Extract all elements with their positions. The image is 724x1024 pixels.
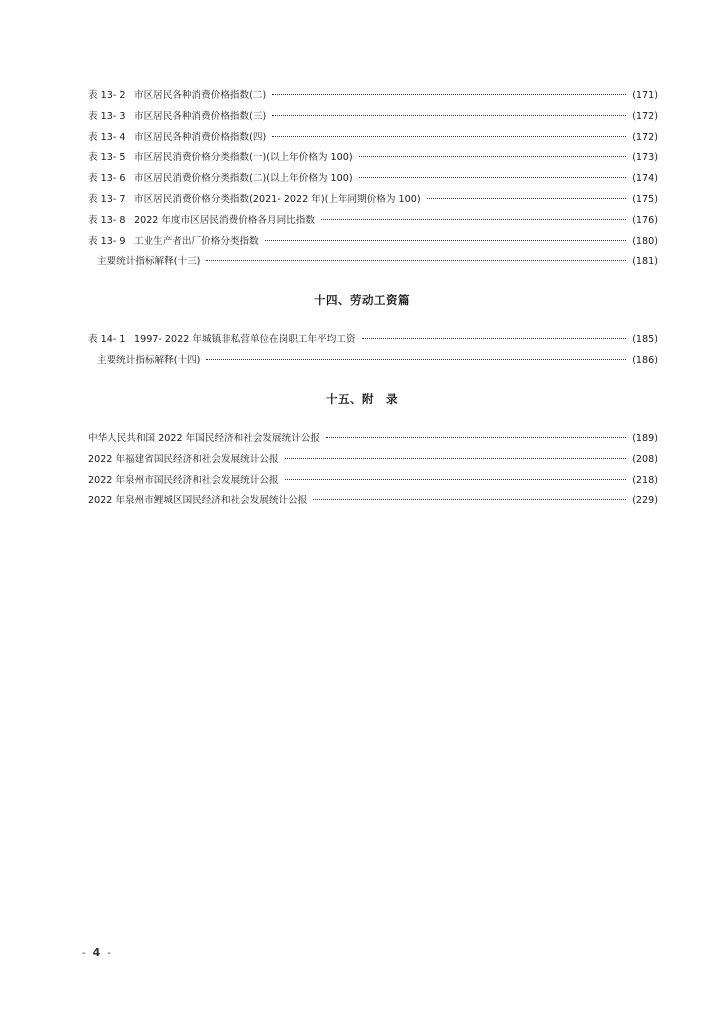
entry-title: 2022 年福建省国民经济和社会发展统计公报 — [88, 453, 279, 465]
table-number: 表 13- 4 — [88, 131, 126, 143]
page-ref: (172) — [632, 110, 658, 122]
dot-leader — [313, 499, 626, 500]
toc-entry[interactable] — [88, 211, 658, 232]
dot-leader — [321, 219, 626, 220]
entry-title: 主要统计指标解释(十四) — [97, 354, 201, 366]
entry-title: 市区居民各种消费价格指数(二) — [134, 90, 267, 101]
page-ref: (218) — [632, 474, 658, 486]
table-number: 表 13- 9 — [88, 235, 126, 247]
section-heading-14: 十四、劳动工资篇 — [314, 293, 410, 307]
page-ref: (180) — [632, 235, 658, 247]
entry-title: 2022 年泉州市国民经济和社会发展统计公报 — [88, 474, 279, 486]
entry-title: 市区居民消费价格分类指数(一)(以上年价格为 100) — [134, 152, 353, 164]
page-ref: (186) — [632, 354, 658, 366]
page-footer — [82, 946, 111, 959]
toc-entry[interactable] — [88, 429, 658, 450]
dot-leader — [326, 437, 626, 438]
toc-entry[interactable] — [88, 330, 658, 351]
entry-title: 市区居民各种消费价格指数(三) — [134, 110, 267, 122]
toc-section-14 — [88, 330, 658, 372]
page-ref: (175) — [632, 193, 658, 205]
toc-entry[interactable] — [88, 128, 658, 149]
entry-title: 2022 年泉州市鲤城区国民经济和社会发展统计公报 — [88, 495, 308, 507]
dot-leader — [206, 359, 626, 360]
dot-leader — [285, 458, 627, 459]
toc-section-13 — [88, 86, 658, 273]
toc-entry[interactable] — [88, 148, 658, 169]
dot-leader — [272, 115, 626, 116]
dot-leader — [272, 136, 626, 137]
page-ref: (229) — [632, 495, 658, 507]
toc-entry[interactable] — [88, 450, 658, 471]
table-number: 表 13- 8 — [88, 214, 126, 226]
toc-section-15 — [88, 429, 658, 512]
toc-entry[interactable] — [88, 190, 658, 211]
entry-title: 2022 年度市区居民消费价格各月同比指数 — [134, 214, 315, 226]
toc-entry[interactable] — [88, 471, 658, 492]
table-number: 表 14- 1 — [88, 334, 126, 345]
toc-entry-notes[interactable] — [88, 252, 658, 273]
dot-leader — [362, 338, 627, 339]
table-number: 表 13- 6 — [88, 173, 126, 185]
dot-leader — [206, 260, 626, 261]
toc-entry-notes[interactable] — [88, 351, 658, 372]
page-ref: (174) — [632, 173, 658, 185]
toc-entry[interactable] — [88, 107, 658, 128]
toc-entry[interactable] — [88, 491, 658, 512]
dot-leader — [272, 94, 626, 95]
dot-leader — [359, 177, 627, 178]
entry-title: 市区居民各种消费价格指数(四) — [134, 131, 267, 143]
table-number: 表 13- 2 — [88, 90, 126, 101]
footer-dash-right: - — [107, 948, 111, 959]
entry-title: 工业生产者出厂价格分类指数 — [134, 235, 259, 247]
dot-leader — [359, 156, 627, 157]
table-number: 表 13- 7 — [88, 193, 126, 205]
page-ref: (172) — [632, 131, 658, 143]
dot-leader — [265, 240, 626, 241]
toc-entry[interactable] — [88, 169, 658, 190]
entry-title: 市区居民消费价格分类指数(2021- 2022 年)(上年同期价格为 100) — [134, 193, 421, 205]
page-ref: (208) — [632, 453, 658, 465]
section-heading-15: 十五、附 录 — [326, 392, 398, 406]
entry-title: 主要统计指标解释(十三) — [97, 256, 201, 268]
page-ref: (176) — [632, 214, 658, 226]
page-ref: (181) — [632, 256, 658, 268]
entry-title: 市区居民消费价格分类指数(二)(以上年价格为 100) — [134, 173, 353, 185]
page-ref: (171) — [632, 90, 658, 101]
table-number: 表 13- 5 — [88, 152, 126, 164]
toc-entry[interactable] — [88, 232, 658, 253]
page-ref: (189) — [632, 433, 658, 444]
dot-leader — [427, 198, 627, 199]
toc-entry[interactable] — [88, 86, 658, 107]
entry-title: 1997- 2022 年城镇非私营单位在岗职工年平均工资 — [134, 334, 356, 345]
page-ref: (173) — [632, 152, 658, 164]
dot-leader — [285, 479, 627, 480]
page-number: 4 — [92, 946, 101, 959]
footer-dash-left: - — [82, 948, 86, 959]
table-number: 表 13- 3 — [88, 110, 126, 122]
page-ref: (185) — [632, 334, 658, 345]
entry-title: 中华人民共和国 2022 年国民经济和社会发展统计公报 — [88, 433, 320, 444]
